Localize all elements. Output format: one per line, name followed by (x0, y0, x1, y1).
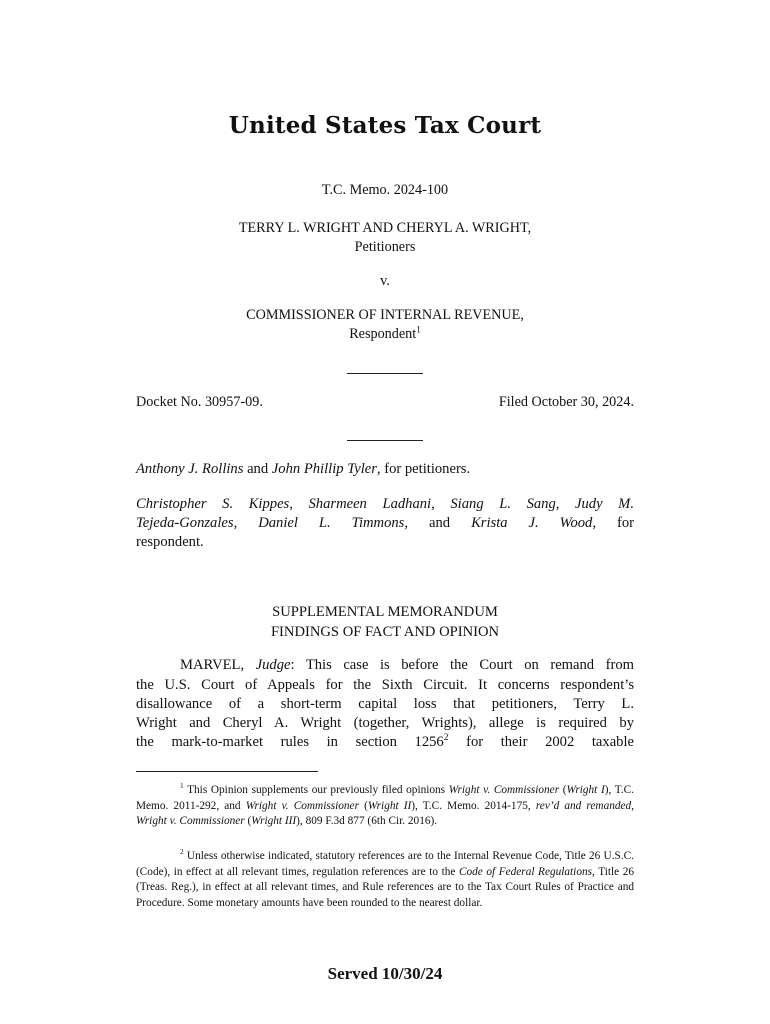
versus: v. (380, 273, 390, 289)
body-line1 (136, 656, 634, 676)
filed-date: Filed October 30, 2024. (498, 394, 634, 410)
case-name: Wright v. Commissioner (136, 815, 245, 827)
counsel-name: Daniel L. Timmons (258, 515, 405, 531)
fn-text: ), T.C. Memo. 2011-292, and (136, 784, 635, 812)
memo-number: T.C. Memo. 2024-100 (321, 182, 449, 198)
footnote-ref-2: 2 (443, 733, 449, 744)
petitioner-counsel (136, 460, 634, 480)
divider-bottom (347, 440, 423, 441)
counsel-text: , and (404, 515, 472, 531)
footnote-number: 2 (180, 847, 184, 857)
fn-text: ), T.C. Memo. 2014-175, (411, 799, 536, 812)
counsel-names: Christopher S. Kippes, Sharmeen Ladhani, Siang L. Sang, Judy M. (136, 496, 634, 512)
footnote-number: 1 (180, 781, 184, 791)
counsel-text: and (243, 461, 272, 477)
fn-text: ( (244, 815, 252, 827)
case-name: Wright v. Commissioner (448, 784, 560, 796)
fn-text: , (631, 799, 635, 812)
judge-title: Judge (255, 657, 291, 673)
case-short: Wright III (251, 815, 297, 827)
petitioners-label: Petitioners (354, 239, 416, 255)
docket-number: Docket No. 30957-09. (136, 394, 263, 410)
divider-top (347, 373, 423, 374)
petitioners-names: TERRY L. WRIGHT AND CHERYL A. WRIGHT, (238, 220, 532, 236)
fn-text: Unless otherwise indicated, statutory references are to the Internal Revenue Code, Title 26 U.S.C. (Code), in effect at all relevant times, regulation references are to the (136, 850, 634, 878)
heading-line1: SUPPLEMENTAL MEMORANDUM (272, 604, 498, 620)
judge-name: MARVEL, (180, 657, 245, 673)
footnote-rule (136, 771, 318, 772)
heading-line2: FINDINGS OF FACT AND OPINION (270, 624, 500, 640)
fn-text: ( (559, 784, 567, 796)
served-date: Served 10/30/24 (327, 964, 443, 983)
counsel-name: Tejeda-Gonzales (136, 515, 234, 531)
fn-text: ), 809 F.3d 877 (6th Cir. 2016). (296, 815, 438, 827)
case-short: Wright II (367, 799, 412, 812)
counsel-name: Krista J. Wood (471, 515, 593, 531)
case-short: Wright I (566, 784, 605, 796)
respondent-label: Respondent (349, 326, 417, 342)
body-text: for their 2002 taxable (448, 734, 634, 750)
counsel-text: , for petitioners. (376, 461, 471, 477)
respondent-counsel-line1 (136, 495, 634, 515)
fn-text: ( (358, 799, 368, 812)
body-line5 (136, 733, 634, 753)
body-text: the mark-to-market rules in section 1256 (136, 734, 444, 750)
counsel-text: , (233, 515, 259, 531)
disposition: rev’d and remanded (535, 799, 632, 812)
cfr-title: Code of Federal Regulations (458, 865, 593, 878)
case-name: Wright v. Commissioner (245, 799, 359, 812)
footnote-2 (136, 849, 634, 911)
counsel-name: Anthony J. Rollins (136, 461, 244, 477)
body-text: : This case is before the Court on remand from (290, 657, 634, 673)
body-line4: Wright and Cheryl A. Wright (together, Wrights), allege is required by (136, 715, 634, 731)
footnote-1 (136, 783, 634, 830)
fn-text: This Opinion supplements our previously filed opinions (183, 784, 449, 796)
fn-text: , Title 26 (Treas. Reg.), in effect at all relevant times, and Rule references are to the Tax Court Rules of Practice and Procedure. Some monetary amounts have been rounded to the nearest dollar. (136, 865, 634, 909)
respondent-name: COMMISSIONER OF INTERNAL REVENUE, (246, 307, 524, 323)
body-line3: disallowance of a short-term capital loss that petitioners, Terry L. (136, 696, 634, 712)
body-line2: the U.S. Court of Appeals for the Sixth Circuit. It concerns respondent’s (136, 677, 634, 693)
footnote-ref-1: 1 (416, 324, 421, 335)
respondent-counsel-line3: respondent. (136, 534, 204, 550)
court-title: United States Tax Court (228, 112, 542, 139)
respondent-label-line (0, 325, 770, 344)
counsel-name: John Phillip Tyler (271, 461, 377, 477)
counsel-text: , for (592, 515, 635, 531)
respondent-counsel-line2 (136, 514, 634, 534)
